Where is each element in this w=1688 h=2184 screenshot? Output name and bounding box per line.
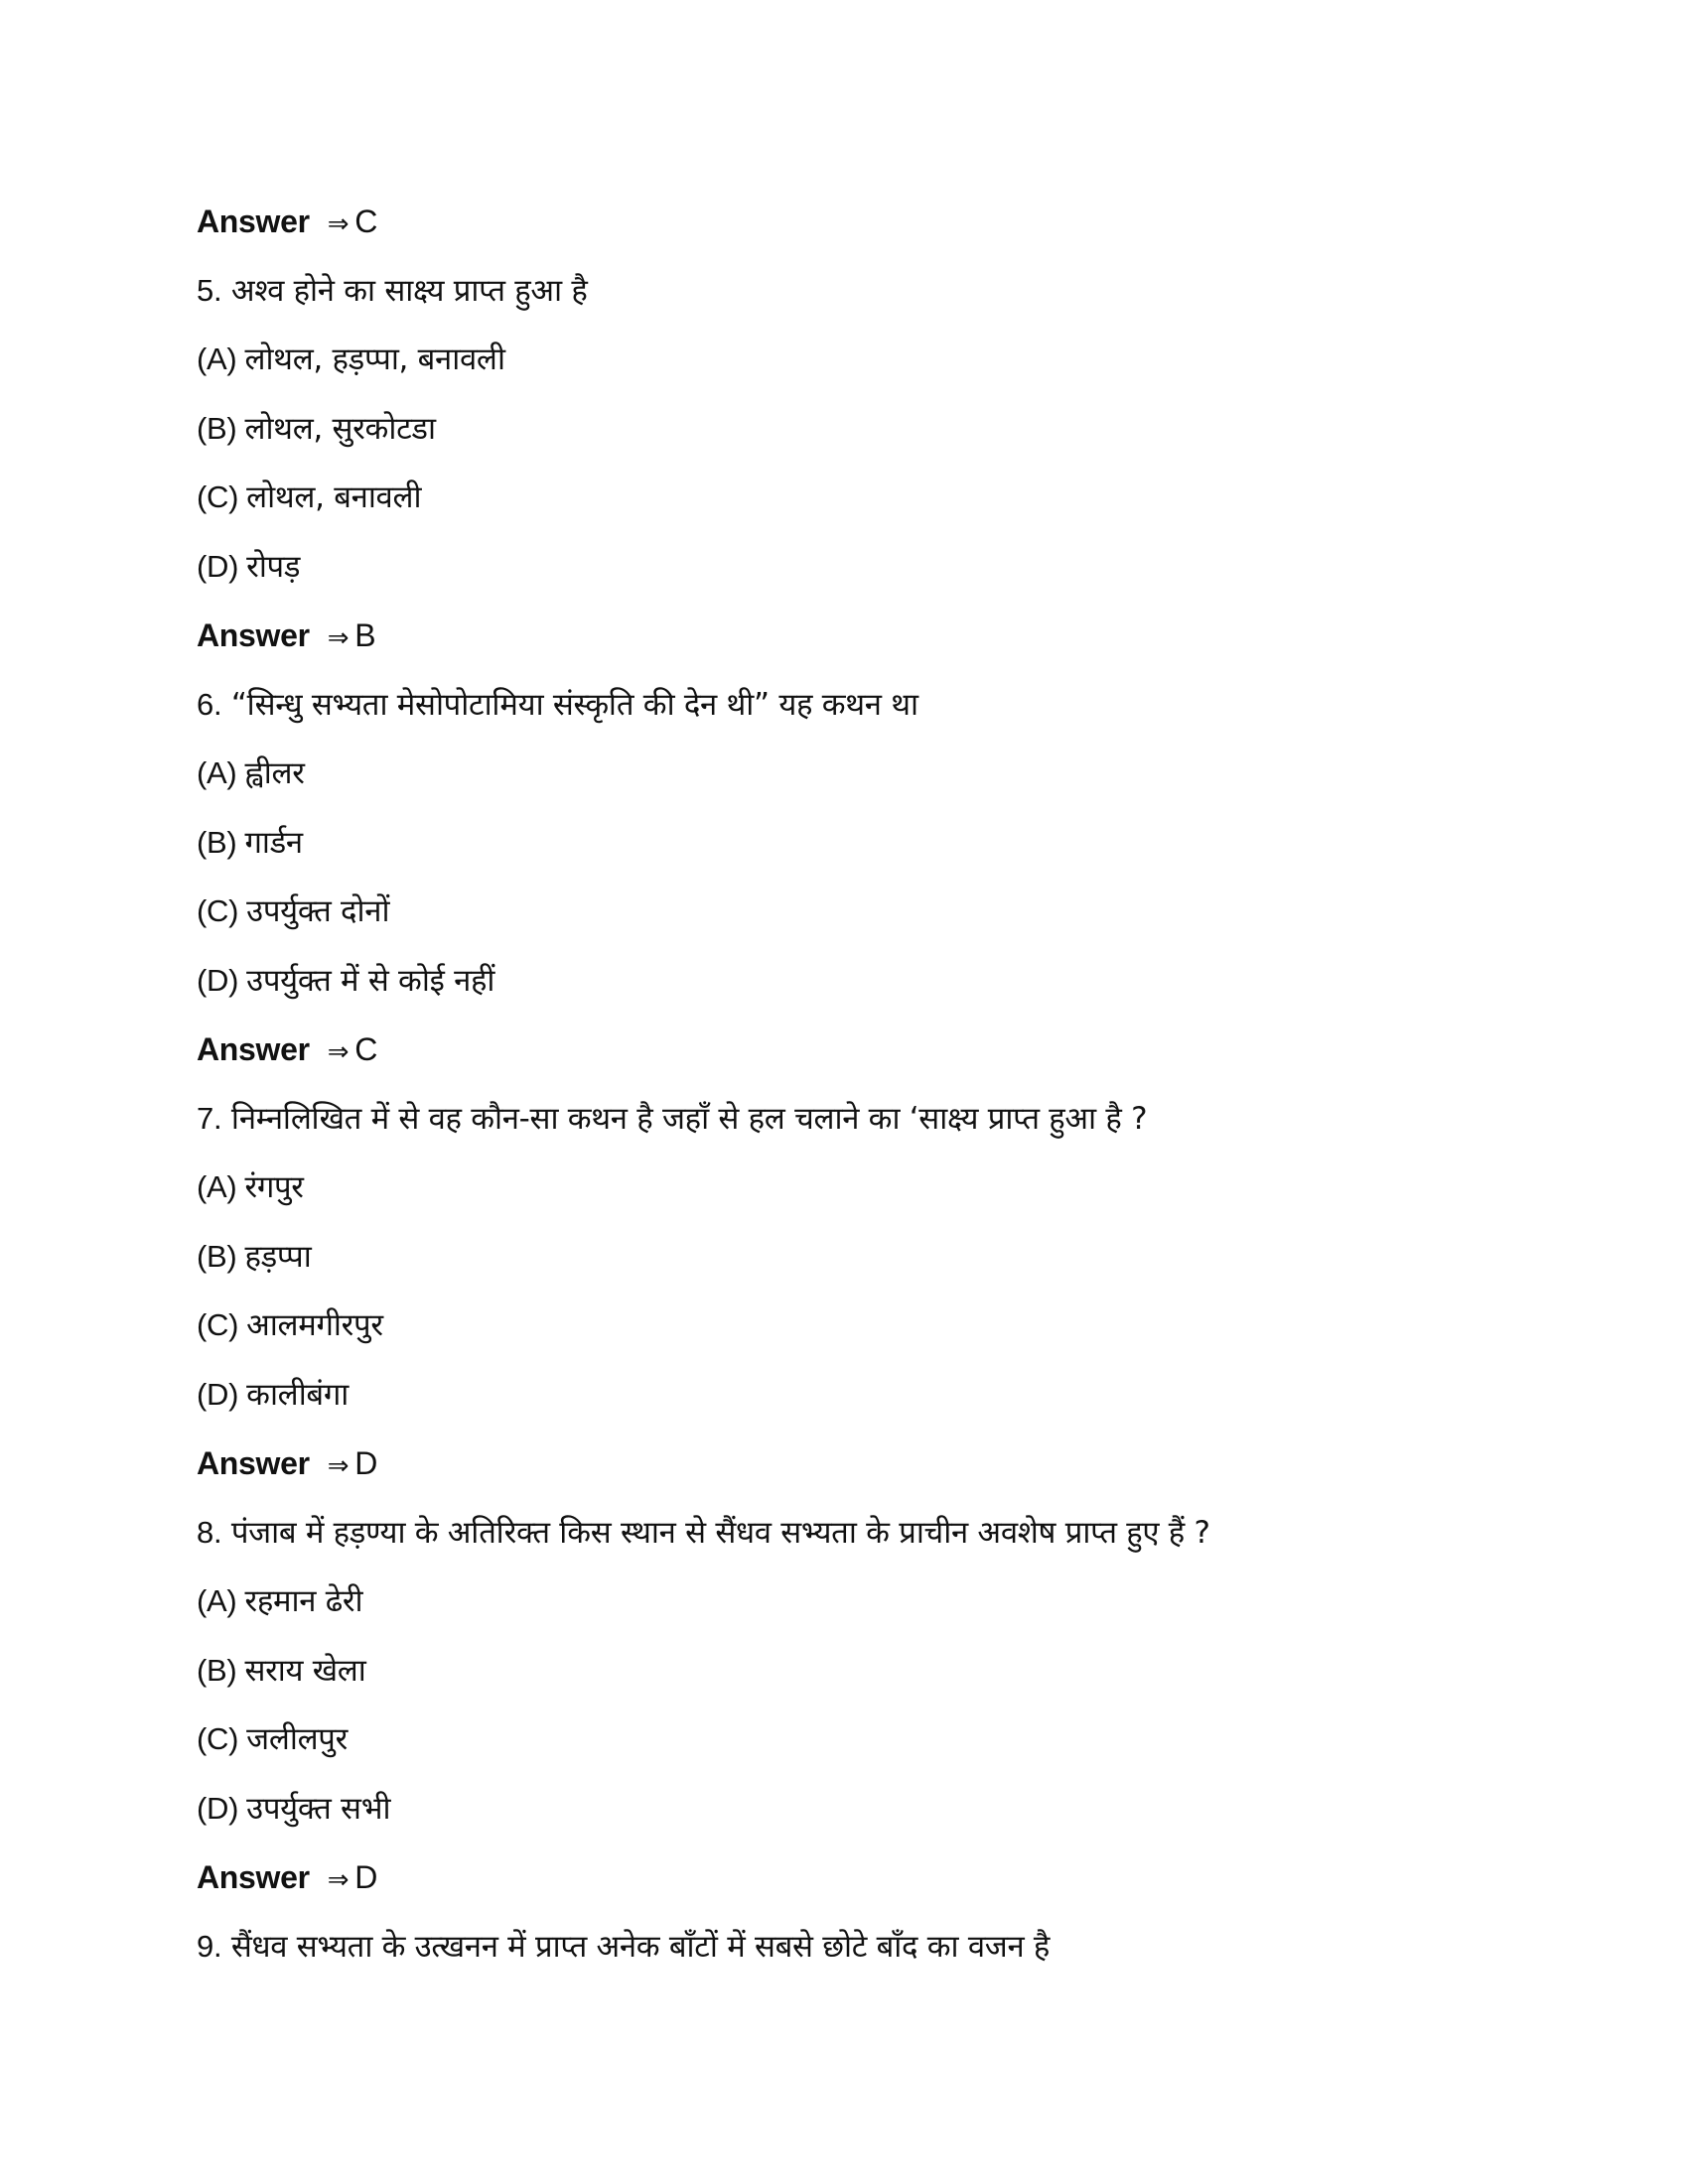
option-text: उपर्युक्त दोनों bbox=[246, 893, 390, 929]
question-7 bbox=[197, 1091, 1587, 1160]
answer-value: D bbox=[354, 1859, 378, 1895]
option-a bbox=[197, 746, 1587, 815]
implies-arrow-icon: ⇒ bbox=[327, 623, 350, 653]
answer-line-q5 bbox=[197, 608, 1587, 677]
option-c bbox=[197, 1711, 1587, 1781]
option-text: रहमान ढेरी bbox=[244, 1583, 363, 1619]
answer-label: Answer bbox=[197, 617, 310, 653]
option-key: (A) bbox=[197, 755, 237, 790]
question-text: निम्नलिखित में से वह कौन-सा कथन है जहाँ से हल चलाने का ‘साक्ष्य प्राप्त हुआ है ? bbox=[230, 1100, 1148, 1137]
option-text: रोपड़ bbox=[246, 548, 301, 585]
question-text: सैंधव सभ्यता के उत्खनन में प्राप्त अनेक बाँटों में सबसे छोटे बाँद का वजन है bbox=[230, 1928, 1051, 1965]
option-key: (C) bbox=[197, 479, 239, 514]
document-page bbox=[197, 194, 1587, 1987]
question-8 bbox=[197, 1505, 1587, 1574]
option-key: (C) bbox=[197, 1721, 239, 1756]
option-c bbox=[197, 1297, 1587, 1367]
option-text: आलमगीरपुर bbox=[246, 1307, 383, 1343]
option-key: (D) bbox=[197, 548, 239, 584]
question-number: 5. bbox=[197, 272, 222, 308]
question-5 bbox=[197, 263, 1587, 333]
option-a bbox=[197, 1573, 1587, 1643]
option-key: (A) bbox=[197, 341, 237, 376]
implies-arrow-icon: ⇒ bbox=[327, 1451, 350, 1481]
question-number: 9. bbox=[197, 1928, 222, 1964]
option-text: उपर्युक्त में से कोई नहीं bbox=[246, 962, 495, 999]
option-c bbox=[197, 470, 1587, 539]
option-text: कालीबंगा bbox=[246, 1376, 350, 1413]
option-text: लोथल, बनावली bbox=[246, 479, 422, 515]
option-d bbox=[197, 1367, 1587, 1436]
option-text: गार्डन bbox=[244, 824, 303, 861]
option-b bbox=[197, 815, 1587, 885]
question-number: 6. bbox=[197, 686, 222, 722]
option-key: (B) bbox=[197, 824, 237, 860]
answer-label: Answer bbox=[197, 1031, 310, 1067]
question-number: 8. bbox=[197, 1514, 222, 1550]
option-key: (B) bbox=[197, 1652, 237, 1688]
implies-arrow-icon: ⇒ bbox=[327, 1037, 350, 1067]
answer-line-q7 bbox=[197, 1435, 1587, 1505]
answer-label: Answer bbox=[197, 204, 310, 239]
implies-arrow-icon: ⇒ bbox=[327, 1865, 350, 1895]
option-text: जलीलपुर bbox=[246, 1721, 348, 1757]
option-d bbox=[197, 1781, 1587, 1850]
option-key: (D) bbox=[197, 1790, 239, 1826]
question-number: 7. bbox=[197, 1100, 222, 1136]
option-text: रंगपुर bbox=[244, 1169, 304, 1205]
answer-line-q4 bbox=[197, 194, 1587, 263]
option-key: (D) bbox=[197, 962, 239, 998]
question-text: पंजाब में हड़ण्या के अतिरिक्त किस स्थान से सैंधव सभ्यता के प्राचीन अवशेष प्राप्त हुए हैं ? bbox=[230, 1514, 1210, 1551]
option-key: (B) bbox=[197, 410, 237, 446]
option-c bbox=[197, 884, 1587, 953]
option-text: हड़प्पा bbox=[244, 1238, 312, 1275]
option-a bbox=[197, 332, 1587, 401]
option-key: (A) bbox=[197, 1583, 237, 1618]
option-text: लोथल, सुरकोटडा bbox=[244, 410, 436, 447]
option-d bbox=[197, 953, 1587, 1023]
option-a bbox=[197, 1160, 1587, 1229]
option-text: लोथल, हड़प्पा, बनावली bbox=[244, 341, 505, 377]
option-key: (B) bbox=[197, 1238, 237, 1274]
option-b bbox=[197, 401, 1587, 471]
answer-label: Answer bbox=[197, 1859, 310, 1895]
answer-value: C bbox=[354, 1031, 378, 1067]
option-key: (D) bbox=[197, 1376, 239, 1412]
option-key: (A) bbox=[197, 1169, 237, 1204]
answer-line-q6 bbox=[197, 1022, 1587, 1091]
option-text: ह्वीलर bbox=[244, 755, 305, 791]
question-6 bbox=[197, 677, 1587, 747]
implies-arrow-icon: ⇒ bbox=[327, 209, 350, 239]
question-text: “सिन्धु सभ्यता मेसोपोटामिया संस्कृति की देन थी” यह कथन था bbox=[230, 686, 918, 723]
option-key: (C) bbox=[197, 1307, 239, 1342]
answer-value: B bbox=[354, 617, 376, 653]
question-9 bbox=[197, 1919, 1587, 1988]
option-d bbox=[197, 539, 1587, 609]
question-text: अश्व होने का साक्ष्य प्राप्त हुआ है bbox=[230, 272, 588, 309]
answer-label: Answer bbox=[197, 1445, 310, 1481]
answer-value: C bbox=[354, 204, 378, 239]
answer-line-q8 bbox=[197, 1849, 1587, 1919]
option-text: उपर्युक्त सभी bbox=[246, 1790, 391, 1827]
option-key: (C) bbox=[197, 893, 239, 928]
answer-value: D bbox=[354, 1445, 378, 1481]
option-b bbox=[197, 1229, 1587, 1298]
option-b bbox=[197, 1643, 1587, 1712]
option-text: सराय खेला bbox=[244, 1652, 366, 1689]
